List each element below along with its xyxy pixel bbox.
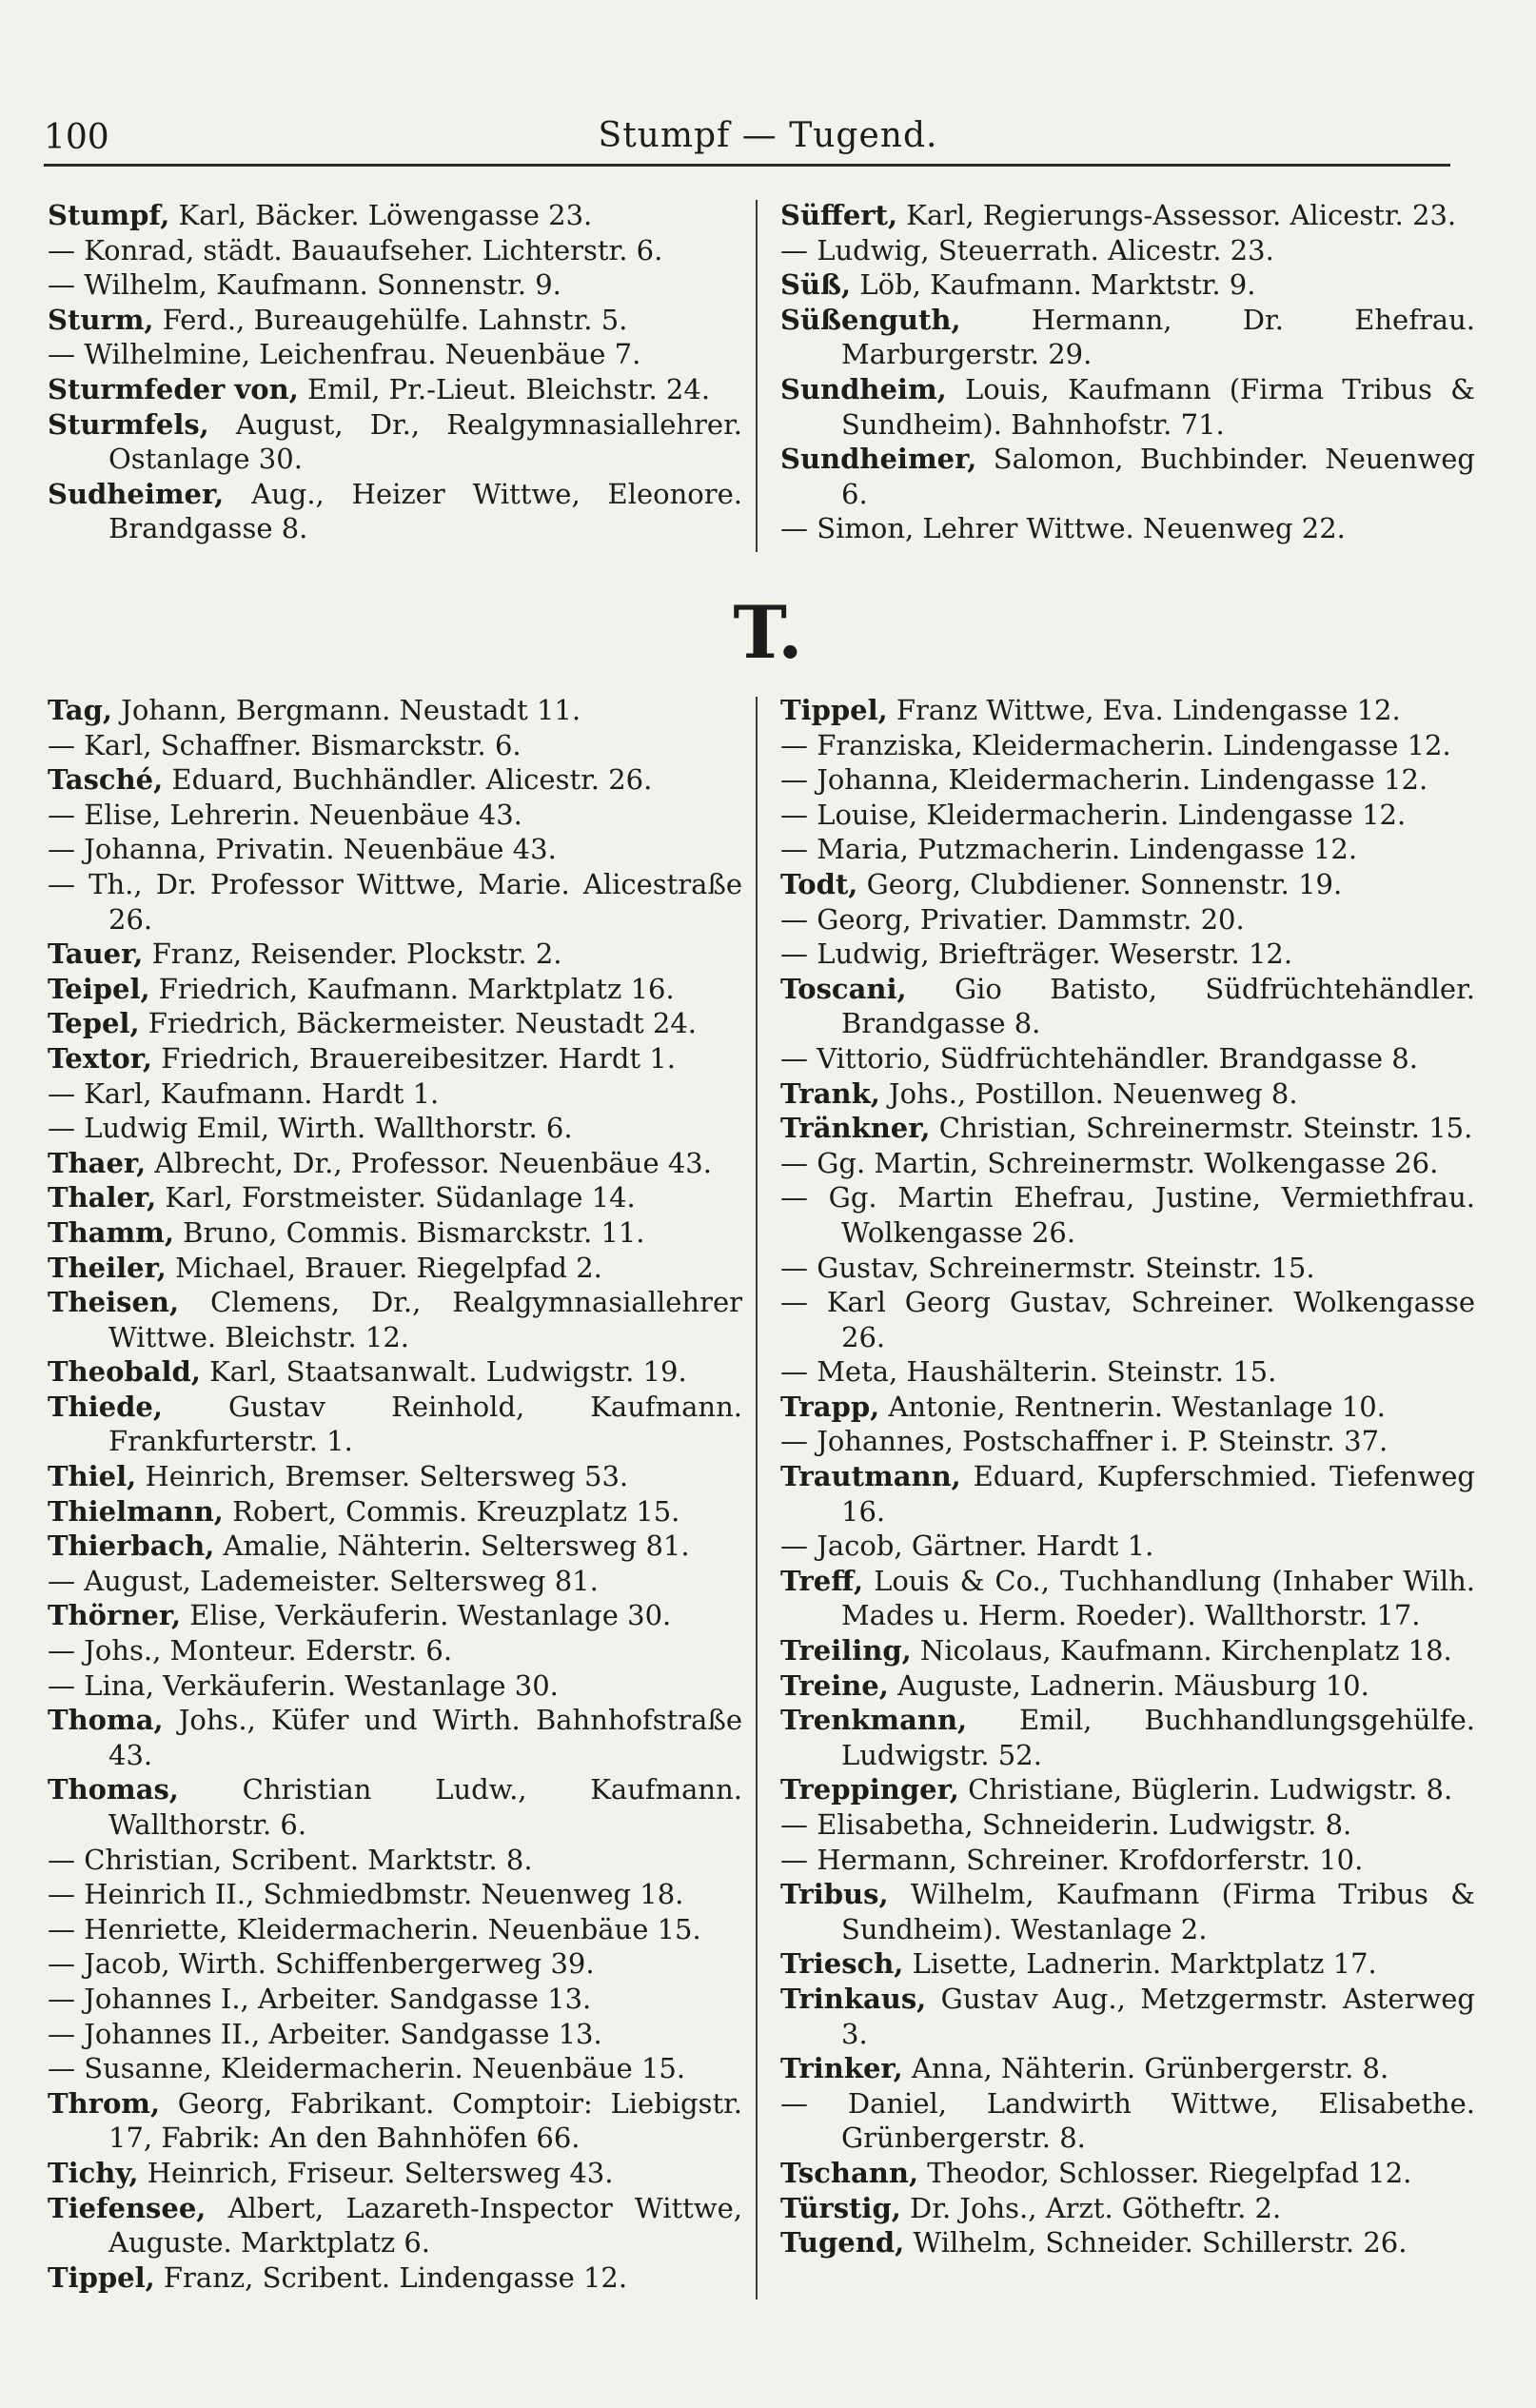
entry-details: Nicolaus, Kaufmann. Kirchenplatz 18. [911,1634,1452,1668]
directory-entry [48,693,742,728]
entry-details: Karl, Bäcker. Löwengasse 23. [169,199,593,231]
entry-surname: Tag, [48,694,112,726]
entry-details: — Meta, Haushälterin. Steinstr. 15. [780,1355,1277,1389]
directory-entry [780,798,1475,833]
entry-details: — Gg. Martin, Schreinermstr. Wolkengasse 26. [780,1146,1439,1179]
directory-entry [48,2191,742,2260]
directory-entry [780,2086,1475,2156]
directory-entry [48,1251,742,1286]
entry-details: Theodor, Schlosser. Riegelpfad 12. [918,2156,1412,2189]
entry-surname: Throm, [48,2086,161,2120]
directory-entry [780,1424,1475,1459]
directory-entry [48,407,742,477]
entry-surname: Trinkaus, [780,1982,927,2015]
entry-surname: Theiler, [48,1251,167,1284]
directory-entry [780,1772,1475,1807]
directory-entry [48,337,742,372]
directory-entry [48,1877,742,1912]
entry-surname: Todt, [780,867,858,900]
entry-details: Friedrich, Bäckermeister. Neustadt 24. [139,1007,698,1040]
entry-details: — Ludwig, Briefträger. Weserstr. 12. [780,938,1293,971]
entry-details: — Karl Georg Gustav, Schreiner. Wolkengasse 26. [780,1286,1475,1353]
directory-entry [780,1285,1475,1354]
entry-details: Johann, Bergmann. Neustadt 11. [111,694,581,726]
entry-surname: Tippel, [48,2260,155,2294]
directory-entry [780,372,1475,442]
entry-details: Georg, Fabrikant. Comptoir: Liebigstr. 17, Fabrik: An den Bahnhöfen 66. [108,2086,742,2155]
directory-entry [48,1111,742,1146]
directory-entry [48,1459,742,1494]
column-divider-main [756,697,758,2299]
directory-entry [780,832,1475,867]
directory-entry [780,511,1475,546]
directory-entry [780,1564,1475,1633]
directory-entry [48,267,742,303]
directory-entry [780,1459,1475,1529]
entry-details: Salomon, Buchbinder. Neuenweg 6. [841,443,1475,510]
entry-surname: Teipel, [48,972,150,1005]
entry-details: — Karl, Kaufmann. Hardt 1. [48,1076,440,1110]
entry-details: Amalie, Nähterin. Seltersweg 81. [214,1530,690,1563]
entry-details: Heinrich, Bremser. Seltersweg 53. [136,1460,629,1493]
entry-surname: Tichy, [48,2156,139,2189]
entry-details: — Johannes, Postschaffner i. P. Steinstr. 37. [780,1425,1388,1458]
entry-surname: Tasché, [48,763,164,797]
directory-entry [780,198,1475,233]
entry-surname: Thamm, [48,1215,174,1249]
entry-surname: Triesch, [780,1947,904,1981]
directory-entry [780,1807,1475,1843]
directory-entry [48,1354,742,1390]
page-title: Stumpf — Tugend. [598,116,938,155]
directory-entry [780,1251,1475,1286]
directory-entry [48,2086,742,2156]
page-number: 100 [44,118,109,157]
directory-entry [780,1982,1475,2051]
entry-surname: Thierbach, [48,1530,215,1563]
entry-details: — Daniel, Landwirth Wittwe, Elisabethe. Grünbergerstr. 8. [780,2086,1475,2155]
entry-details: — Maria, Putzmacherin. Lindengasse 12. [780,833,1358,866]
entry-surname: Treff, [780,1564,864,1597]
entry-details: Christian, Schreinermstr. Steinstr. 15. [930,1112,1473,1145]
entry-surname: Trapp, [780,1390,880,1423]
entry-surname: Toscani, [780,972,907,1005]
entry-surname: Süßenguth, [780,303,961,336]
directory-entry [780,1390,1475,1425]
entry-details: Michael, Brauer. Riegelpfad 2. [166,1251,602,1284]
directory-entry [48,1772,742,1842]
directory-entry [780,972,1475,1041]
entry-surname: Thiede, [48,1390,163,1423]
directory-entry [48,1912,742,1947]
entry-surname: Treiling, [780,1634,912,1668]
directory-entry [780,1946,1475,1982]
entry-details: Aug., Heizer Wittwe, Eleonore. Brandgasse 8. [108,477,742,545]
entry-details: Franz, Reisender. Plockstr. 2. [143,938,562,971]
entry-details: Bruno, Commis. Bismarckstr. 11. [173,1215,645,1249]
directory-entry [48,728,742,763]
entry-surname: Tschann, [780,2156,919,2189]
entry-details: — Karl, Schaffner. Bismarckstr. 6. [48,728,522,761]
entry-details: Louis, Kaufmann (Firma Tribus & Sundheim). Bahnhofstr. 71. [841,372,1475,441]
directory-entry [48,762,742,798]
directory-entry [780,303,1475,372]
entry-details: — Konrad, städt. Bauaufseher. Lichterstr. 6. [48,233,663,266]
entry-details: Dr. Johs., Arzt. Götheftr. 2. [900,2191,1282,2224]
entry-details: Johs., Postillon. Neuenweg 8. [879,1076,1298,1110]
directory-entry [780,1180,1475,1250]
entry-details: — Johanna, Kleidermacherin. Lindengasse 12. [780,763,1428,797]
entry-details: Lisette, Ladnerin. Marktplatz 17. [903,1947,1377,1981]
entry-details: Gustav Aug., Metzgermstr. Asterweg 3. [841,1982,1475,2050]
entry-surname: Theisen, [48,1286,180,1319]
entry-details: — Elisabetha, Schneiderin. Ludwigstr. 8. [780,1808,1352,1841]
directory-entry [48,1076,742,1112]
directory-entry [48,1843,742,1878]
entry-details: Elise, Verkäuferin. Westanlage 30. [181,1599,672,1632]
directory-entry [780,2191,1475,2226]
directory-entry [780,1111,1475,1146]
entry-details: Robert, Commis. Kreuzplatz 15. [223,1494,680,1528]
entry-details: Friedrich, Brauereibesitzer. Hardt 1. [152,1041,676,1075]
directory-entry [780,728,1475,763]
directory-entry [48,477,742,546]
entry-surname: Thielmann, [48,1494,224,1528]
directory-entry [780,2051,1475,2086]
entry-details: — Hermann, Schreiner. Krofdorferstr. 10. [780,1843,1364,1876]
entry-details: Hermann, Dr. Ehefrau. Marburgerstr. 29. [841,303,1475,371]
directory-entry [48,1982,742,2017]
entry-surname: Thörner, [48,1599,182,1632]
entry-details: Franz, Scribent. Lindengasse 12. [154,2260,628,2294]
entry-details: August, Dr., Realgymnasiallehrer. Ostanlage 30. [108,407,742,476]
directory-entry [780,267,1475,303]
entry-surname: Tugend, [780,2226,905,2260]
directory-entry [780,1146,1475,1181]
directory-entry [48,1215,742,1251]
entry-details: — Th., Dr. Professor Wittwe, Marie. Alicestraße 26. [48,867,742,936]
directory-entry [48,1703,742,1772]
entry-surname: Tribus, [780,1878,889,1911]
directory-entry [48,198,742,233]
entry-details: — Susanne, Kleidermacherin. Neuenbäue 15. [48,2052,686,2085]
entry-details: — Vittorio, Südfrüchtehändler. Brandgasse 8. [780,1041,1418,1075]
directory-entry [780,1633,1475,1668]
directory-entry [48,972,742,1007]
directory-entry [48,1668,742,1704]
directory-entry [780,2225,1475,2260]
entry-details: — Gustav, Schreinermstr. Steinstr. 15. [780,1251,1315,1284]
directory-entry [48,1390,742,1459]
entry-surname: Sudheimer, [48,477,225,510]
entry-details: — Christian, Scribent. Marktstr. 8. [48,1843,533,1876]
entry-surname: Sturmfeder von, [48,372,299,405]
main-left-column [48,693,742,2295]
entry-surname: Treppinger, [780,1773,959,1806]
entry-details: — Ludwig Emil, Wirth. Wallthorstr. 6. [48,1112,573,1145]
directory-entry [48,1529,742,1564]
entry-surname: Thaer, [48,1146,147,1179]
directory-entry [48,233,742,268]
entry-surname: Sundheim, [780,372,947,405]
directory-entry [48,1946,742,1982]
entry-details: Louis & Co., Tuchhandlung (Inhaber Wilh. Mades u. Herm. Roeder). Wallthorstr. 17. [841,1564,1475,1632]
entry-details: — Ludwig, Steuerrath. Alicestr. 23. [780,233,1274,266]
directory-entry [48,1006,742,1041]
entry-details: Georg, Clubdiener. Sonnenstr. 19. [857,867,1343,900]
entry-surname: Tippel, [780,694,888,726]
directory-entry [48,1564,742,1599]
directory-entry [780,1076,1475,1112]
entry-surname: Tauer, [48,938,144,971]
directory-entry [780,1843,1475,1878]
directory-entry [48,2260,742,2296]
directory-entry [780,1877,1475,1946]
entry-details: Christiane, Büglerin. Ludwigstr. 8. [958,1773,1453,1806]
directory-entry [780,867,1475,902]
entry-surname: Tiefensee, [48,2191,207,2224]
entry-surname: Süffert, [780,199,898,231]
entry-details: — Johannes I., Arbeiter. Sandgasse 13. [48,1982,592,2015]
entry-surname: Theobald, [48,1355,201,1389]
entry-details: — Louise, Kleidermacherin. Lindengasse 12. [780,798,1407,831]
directory-entry [48,1041,742,1076]
directory-entry [48,2017,742,2052]
directory-entry [48,2156,742,2191]
entry-details: Johs., Küfer und Wirth. Bahnhofstraße 43. [108,1704,742,1771]
directory-entry [48,832,742,867]
directory-entry [48,2051,742,2086]
entry-details: Emil, Buchhandlungsgehülfe. Ludwigstr. 52. [841,1704,1475,1771]
entry-surname: Thaler, [48,1181,157,1214]
directory-entry [48,1633,742,1668]
directory-entry [48,1146,742,1181]
entry-details: — Jacob, Gärtner. Hardt 1. [780,1530,1154,1563]
entry-details: — Johannes II., Arbeiter. Sandgasse 13. [48,2017,602,2050]
entry-surname: Trinker, [780,2052,903,2085]
entry-details: Clemens, Dr., Realgymnasiallehrer Wittwe. Bleichstr. 12. [108,1286,742,1353]
directory-entry [48,1285,742,1354]
entry-details: Karl, Regierungs-Assessor. Alicestr. 23. [897,199,1457,231]
entry-details: Heinrich, Friseur. Seltersweg 43. [138,2156,614,2189]
entry-surname: Tepel, [48,1007,140,1040]
entry-surname: Thomas, [48,1773,179,1806]
directory-entry [48,1180,742,1215]
directory-entry [780,1668,1475,1704]
directory-entry [48,1494,742,1530]
top-right-column [780,198,1475,546]
directory-entry [48,867,742,937]
entry-surname: Türstig, [780,2191,901,2224]
entry-details: Wilhelm, Kaufmann (Firma Tribus & Sundheim). Westanlage 2. [841,1878,1475,1945]
entry-details: Franz Wittwe, Eva. Lindengasse 12. [887,694,1401,726]
top-left-column [48,198,742,546]
directory-entry [780,233,1475,268]
entry-details: — Wilhelmine, Leichenfrau. Neuenbäue 7. [48,338,641,371]
entry-details: Wilhelm, Schneider. Schillerstr. 26. [904,2226,1408,2260]
directory-entry [780,902,1475,938]
entry-details: Albrecht, Dr., Professor. Neuenbäue 43. [146,1146,712,1179]
entry-details: — August, Lademeister. Seltersweg 81. [48,1564,599,1597]
directory-entry [48,798,742,833]
entry-details: Eduard, Buchhändler. Alicestr. 26. [163,763,653,797]
directory-entry [780,693,1475,728]
entry-surname: Tränkner, [780,1112,931,1145]
entry-surname: Stumpf, [48,199,170,231]
entry-details: — Heinrich II., Schmiedbmstr. Neuenweg 18. [48,1878,684,1911]
entry-details: Emil, Pr.-Lieut. Bleichstr. 24. [298,372,711,405]
entry-details: Gustav Reinhold, Kaufmann. Frankfurterstr. 1. [108,1390,742,1458]
entry-details: Gio Batisto, Südfrüchtehändler. Brandgasse 8. [841,972,1475,1040]
entry-surname: Textor, [48,1041,152,1075]
entry-details: Christian Ludw., Kaufmann. Wallthorstr. 6. [108,1773,742,1841]
directory-entry [780,1354,1475,1390]
entry-details: — Henriette, Kleidermacherin. Neuenbäue 15. [48,1912,701,1945]
directory-entry [48,937,742,972]
entry-surname: Trank, [780,1076,880,1110]
entry-surname: Süß, [780,268,852,302]
entry-details: — Johanna, Privatin. Neuenbäue 43. [48,833,557,866]
entry-surname: Treine, [780,1668,889,1702]
entry-details: — Wilhelm, Kaufmann. Sonnenstr. 9. [48,268,561,302]
entry-details: — Franziska, Kleidermacherin. Lindengasse 12. [780,728,1451,761]
entry-surname: Thiel, [48,1460,137,1493]
entry-surname: Trenkmann, [780,1704,968,1737]
entry-details: Eduard, Kupferschmied. Tiefenweg 16. [841,1460,1475,1528]
main-right-column [780,693,1475,2260]
entry-surname: Sundheimer, [780,443,977,476]
entry-surname: Sturm, [48,303,154,336]
directory-entry [780,442,1475,511]
header-rule [44,164,1450,167]
directory-entry [780,937,1475,972]
entry-details: — Gg. Martin Ehefrau, Justine, Vermiethfrau. Wolkengasse 26. [780,1181,1475,1249]
directory-entry [48,303,742,338]
entry-surname: Thoma, [48,1704,164,1737]
directory-entry [48,1598,742,1633]
entry-details: — Simon, Lehrer Wittwe. Neuenweg 22. [780,512,1346,545]
entry-details: — Lina, Verkäuferin. Westanlage 30. [48,1668,559,1702]
directory-entry [780,2156,1475,2191]
entry-details: Anna, Nähterin. Grünbergerstr. 8. [902,2052,1389,2085]
section-letter: T. [733,590,803,675]
entry-details: Karl, Forstmeister. Südanlage 14. [156,1181,636,1214]
entry-details: Karl, Staatsanwalt. Ludwigstr. 19. [200,1355,687,1389]
entry-surname: Sturmfels, [48,407,209,441]
entry-details: Antonie, Rentnerin. Westanlage 10. [879,1390,1386,1423]
directory-entry [48,372,742,407]
directory-entry [780,1041,1475,1076]
directory-entry [780,762,1475,798]
entry-details: Ferd., Bureaugehülfe. Lahnstr. 5. [153,303,628,336]
column-divider-top [756,200,758,552]
entry-details: — Elise, Lehrerin. Neuenbäue 43. [48,798,522,831]
entry-details: — Jacob, Wirth. Schiffenbergerweg 39. [48,1947,595,1981]
entry-surname: Trautmann, [780,1460,961,1493]
entry-details: Albert, Lazareth-Inspector Wittwe, Auguste. Marktplatz 6. [108,2191,742,2260]
directory-entry [780,1529,1475,1564]
directory-entry [780,1703,1475,1772]
entry-details: Auguste, Ladnerin. Mäusburg 10. [888,1668,1369,1702]
entry-details: Friedrich, Kaufmann. Marktplatz 16. [149,972,675,1005]
entry-details: — Georg, Privatier. Dammstr. 20. [780,902,1245,936]
entry-details: — Johs., Monteur. Ederstr. 6. [48,1634,453,1668]
entry-details: Löb, Kaufmann. Marktstr. 9. [851,268,1256,302]
